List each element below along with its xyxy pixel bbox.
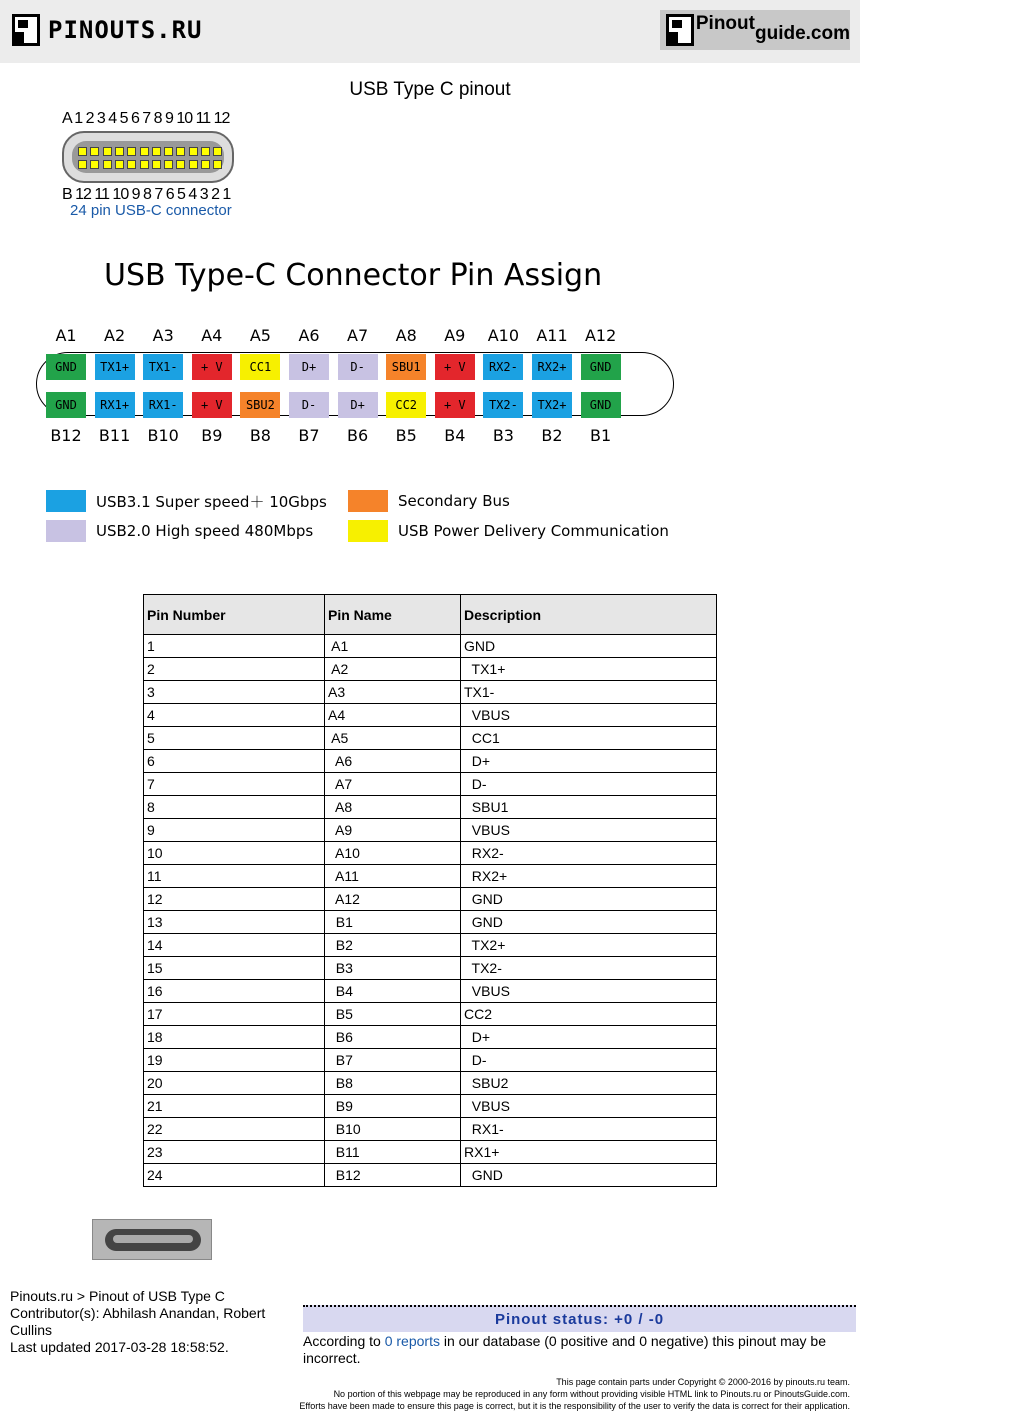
pinout-status: Pinout status: +0 / -0 <box>303 1305 856 1332</box>
table-row <box>144 750 717 773</box>
table-row <box>144 865 717 888</box>
pin-label-bottom: B4 <box>444 426 466 445</box>
pin-assign-title: USB Type-C Connector Pin Assign <box>104 258 603 293</box>
pin-box-bottom: SBU2 <box>240 392 280 418</box>
cell-pin-name: A10 <box>325 842 461 865</box>
status-description <box>303 1333 856 1367</box>
pin-box-bottom: D+ <box>338 392 378 418</box>
legend-item <box>348 490 510 512</box>
pin-label-top: A4 <box>201 326 223 345</box>
pin-box-bottom: RX1- <box>143 392 183 418</box>
cell-description: RX2- <box>461 842 717 865</box>
cell-description: CC2 <box>461 1003 717 1026</box>
cell-pin-name: A12 <box>325 888 461 911</box>
cell-pin-number: 1 <box>144 635 325 658</box>
table-row <box>144 980 717 1003</box>
cell-description: RX2+ <box>461 865 717 888</box>
copyright-line-1: This page contain parts under Copyright © 2000-2016 by pinouts.ru team. <box>556 1377 850 1387</box>
cell-pin-name: B7 <box>325 1049 461 1072</box>
cell-description: VBUS <box>461 1095 717 1118</box>
cell-pin-name: B8 <box>325 1072 461 1095</box>
contributors: Contributor(s): Abhilash Anandan, Robert Cullins <box>10 1305 266 1338</box>
table-row <box>144 1095 717 1118</box>
cell-pin-number: 12 <box>144 888 325 911</box>
table-row <box>144 1026 717 1049</box>
pin-box-top: GND <box>581 354 621 380</box>
copyright-line-3: Efforts have been made to ensure this page is correct, but it is the responsibility of the user to verify the data is correct for their application. <box>299 1401 850 1411</box>
pinouts-logo-icon <box>12 14 40 46</box>
table-row <box>144 1141 717 1164</box>
cell-pin-number: 17 <box>144 1003 325 1026</box>
pin-label-bottom: B6 <box>347 426 369 445</box>
pin-label-top: A7 <box>347 326 369 345</box>
pin-label-top: A1 <box>55 326 77 345</box>
pin-box-bottom: TX2- <box>483 392 523 418</box>
cell-pin-name: A8 <box>325 796 461 819</box>
table-row <box>144 727 717 750</box>
pin-box-bottom: RX1+ <box>95 392 135 418</box>
pin-box-bottom: GND <box>46 392 86 418</box>
cell-pin-number: 10 <box>144 842 325 865</box>
legend <box>46 490 706 550</box>
pin-label-bottom: B1 <box>590 426 612 445</box>
pinouts-logo[interactable] <box>12 14 203 46</box>
pin-box-bottom: + V <box>435 392 475 418</box>
pin-box-bottom: + V <box>192 392 232 418</box>
cell-pin-name: A9 <box>325 819 461 842</box>
table-row <box>144 934 717 957</box>
cell-pin-name: B10 <box>325 1118 461 1141</box>
pin-label-top: A5 <box>249 326 271 345</box>
pin-box-top: GND <box>46 354 86 380</box>
cell-pin-number: 18 <box>144 1026 325 1049</box>
pin-label-top: A10 <box>487 326 520 345</box>
cell-description: CC1 <box>461 727 717 750</box>
connector-plug-icon <box>62 131 234 183</box>
table-row <box>144 911 717 934</box>
pin-box-bottom: TX2+ <box>532 392 572 418</box>
copyright <box>210 1376 850 1412</box>
cell-description: SBU2 <box>461 1072 717 1095</box>
cell-pin-number: 21 <box>144 1095 325 1118</box>
table-row <box>144 1118 717 1141</box>
pin-label-top: A11 <box>536 326 568 345</box>
cell-pin-name: B6 <box>325 1026 461 1049</box>
table-row <box>144 704 717 727</box>
table-row <box>144 957 717 980</box>
table-row <box>144 888 717 911</box>
cell-pin-name: A2 <box>325 658 461 681</box>
cell-pin-number: 15 <box>144 957 325 980</box>
cell-pin-number: 9 <box>144 819 325 842</box>
cell-pin-number: 24 <box>144 1164 325 1187</box>
legend-label: USB Power Delivery Communication <box>398 522 669 540</box>
cell-pin-number: 6 <box>144 750 325 773</box>
cell-pin-number: 7 <box>144 773 325 796</box>
table-row <box>144 1072 717 1095</box>
cell-pin-name: A7 <box>325 773 461 796</box>
pin-label-bottom: B7 <box>298 426 320 445</box>
cell-description: TX2- <box>461 957 717 980</box>
cell-description: GND <box>461 1164 717 1187</box>
cell-pin-number: 4 <box>144 704 325 727</box>
legend-label: USB2.0 High speed 480Mbps <box>96 522 314 540</box>
connector-photo <box>92 1219 212 1260</box>
pin-box-top: SBU1 <box>386 354 426 380</box>
pin-label-top: A12 <box>584 326 617 345</box>
pin-box-top: + V <box>192 354 232 380</box>
pin-label-bottom: B2 <box>541 426 563 445</box>
legend-label: Secondary Bus <box>398 492 510 510</box>
table-row <box>144 796 717 819</box>
pin-box-top: TX1- <box>143 354 183 380</box>
cell-pin-number: 5 <box>144 727 325 750</box>
legend-swatch <box>46 490 86 512</box>
table-row <box>144 658 717 681</box>
connector-bottom-row: B 12 11 10 9 8 7 6 5 4 3 2 1 <box>62 186 231 203</box>
pin-label-top: A2 <box>104 326 126 345</box>
connector-top-row: A 1 2 3 4 5 6 7 8 9 10 11 12 <box>62 110 230 127</box>
cell-pin-name: B4 <box>325 980 461 1003</box>
cell-pin-name: B1 <box>325 911 461 934</box>
cell-pin-name: B5 <box>325 1003 461 1026</box>
pinoutguide-logo[interactable] <box>660 10 850 50</box>
pin-box-top: RX2+ <box>532 354 572 380</box>
status-pre: According to <box>303 1333 385 1349</box>
cell-description: VBUS <box>461 704 717 727</box>
footer-info <box>10 1288 300 1356</box>
cell-description: GND <box>461 635 717 658</box>
cell-description: D+ <box>461 750 717 773</box>
cell-pin-number: 22 <box>144 1118 325 1141</box>
cell-pin-name: A4 <box>325 704 461 727</box>
table-row <box>144 1003 717 1026</box>
table-row <box>144 1164 717 1187</box>
pin-label-bottom: B3 <box>492 426 514 445</box>
last-updated: Last updated 2017-03-28 18:58:52. <box>10 1339 229 1355</box>
pin-box-bottom: GND <box>581 392 621 418</box>
table-row <box>144 842 717 865</box>
legend-swatch <box>348 520 388 542</box>
table-row <box>144 1049 717 1072</box>
cell-pin-number: 3 <box>144 681 325 704</box>
cell-pin-name: A3 <box>325 681 461 704</box>
cell-pin-name: B3 <box>325 957 461 980</box>
cell-description: D+ <box>461 1026 717 1049</box>
legend-swatch <box>46 520 86 542</box>
pin-box-top: CC1 <box>240 354 280 380</box>
connector-figure <box>62 110 242 206</box>
legend-label: USB3.1 Super speed＋ 10Gbps <box>96 492 327 511</box>
pin-label-bottom: B11 <box>98 426 131 445</box>
cell-pin-number: 11 <box>144 865 325 888</box>
cell-description: D- <box>461 1049 717 1072</box>
pin-label-top: A3 <box>152 326 174 345</box>
cell-pin-number: 23 <box>144 1141 325 1164</box>
legend-item <box>46 490 327 512</box>
cell-pin-number: 19 <box>144 1049 325 1072</box>
connector-caption: 24 pin USB-C connector <box>70 202 232 219</box>
cell-description: RX1- <box>461 1118 717 1141</box>
status-post: in our database (0 positive and 0 negative) this pinout may be incorrect. <box>303 1333 826 1366</box>
pin-box-top: D- <box>338 354 378 380</box>
pin-box-top: TX1+ <box>95 354 135 380</box>
copyright-line-2: No portion of this webpage may be reproduced in any form without providing visible HTML link to Pinouts.ru or PinoutsGuide.com. <box>333 1389 850 1399</box>
cell-pin-number: 13 <box>144 911 325 934</box>
table-row <box>144 819 717 842</box>
pin-label-top: A6 <box>298 326 320 345</box>
cell-pin-number: 16 <box>144 980 325 1003</box>
pin-box-bottom: CC2 <box>386 392 426 418</box>
reports-link[interactable]: 0 reports <box>384 1333 440 1349</box>
pin-label-bottom: B12 <box>50 426 82 445</box>
pin-box-bottom: D- <box>289 392 329 418</box>
table-row <box>144 681 717 704</box>
cell-description: GND <box>461 888 717 911</box>
header-description: Description <box>461 595 717 635</box>
cell-pin-name: B9 <box>325 1095 461 1118</box>
pinoutguide-logo-text-b: guide.com <box>754 23 850 44</box>
cell-pin-name: B2 <box>325 934 461 957</box>
cell-pin-name: A6 <box>325 750 461 773</box>
legend-item <box>46 520 313 542</box>
cell-description: VBUS <box>461 980 717 1003</box>
table-row <box>144 635 717 658</box>
pin-box-top: + V <box>435 354 475 380</box>
pin-assign-diagram <box>36 326 676 446</box>
header-pin-name: Pin Name <box>325 595 461 635</box>
breadcrumb[interactable]: Pinouts.ru > Pinout of USB Type C <box>10 1288 225 1304</box>
page-title: USB Type C pinout <box>349 79 511 100</box>
pin-label-bottom: B8 <box>249 426 271 445</box>
cell-pin-number: 20 <box>144 1072 325 1095</box>
pinout-table <box>143 594 717 1187</box>
cell-pin-name: B12 <box>325 1164 461 1187</box>
cell-pin-name: A1 <box>325 635 461 658</box>
cell-pin-name: A11 <box>325 865 461 888</box>
cell-description: GND <box>461 911 717 934</box>
site-header <box>0 0 860 63</box>
cell-description: TX1+ <box>461 658 717 681</box>
cell-pin-name: B11 <box>325 1141 461 1164</box>
cell-pin-name: A5 <box>325 727 461 750</box>
table-row <box>144 773 717 796</box>
pin-label-top: A8 <box>395 326 417 345</box>
pinoutguide-logo-icon <box>666 14 690 46</box>
pin-box-top: D+ <box>289 354 329 380</box>
pinouts-logo-text: PINOUTS.RU <box>48 16 203 44</box>
cell-pin-number: 2 <box>144 658 325 681</box>
cell-pin-number: 8 <box>144 796 325 819</box>
legend-swatch <box>348 490 388 512</box>
pin-label-top: A9 <box>444 326 466 345</box>
cell-description: SBU1 <box>461 796 717 819</box>
cell-description: TX1- <box>461 681 717 704</box>
pin-box-top: RX2- <box>483 354 523 380</box>
cell-description: VBUS <box>461 819 717 842</box>
pin-label-bottom: B5 <box>395 426 417 445</box>
cell-description: RX1+ <box>461 1141 717 1164</box>
pinoutguide-logo-text-a: Pinout <box>695 13 755 34</box>
cell-description: D- <box>461 773 717 796</box>
table-header-row <box>144 595 717 635</box>
pin-label-bottom: B9 <box>201 426 223 445</box>
cell-pin-number: 14 <box>144 934 325 957</box>
legend-item <box>348 520 669 542</box>
cell-description: TX2+ <box>461 934 717 957</box>
pin-label-bottom: B10 <box>147 426 179 445</box>
header-pin-number: Pin Number <box>144 595 325 635</box>
